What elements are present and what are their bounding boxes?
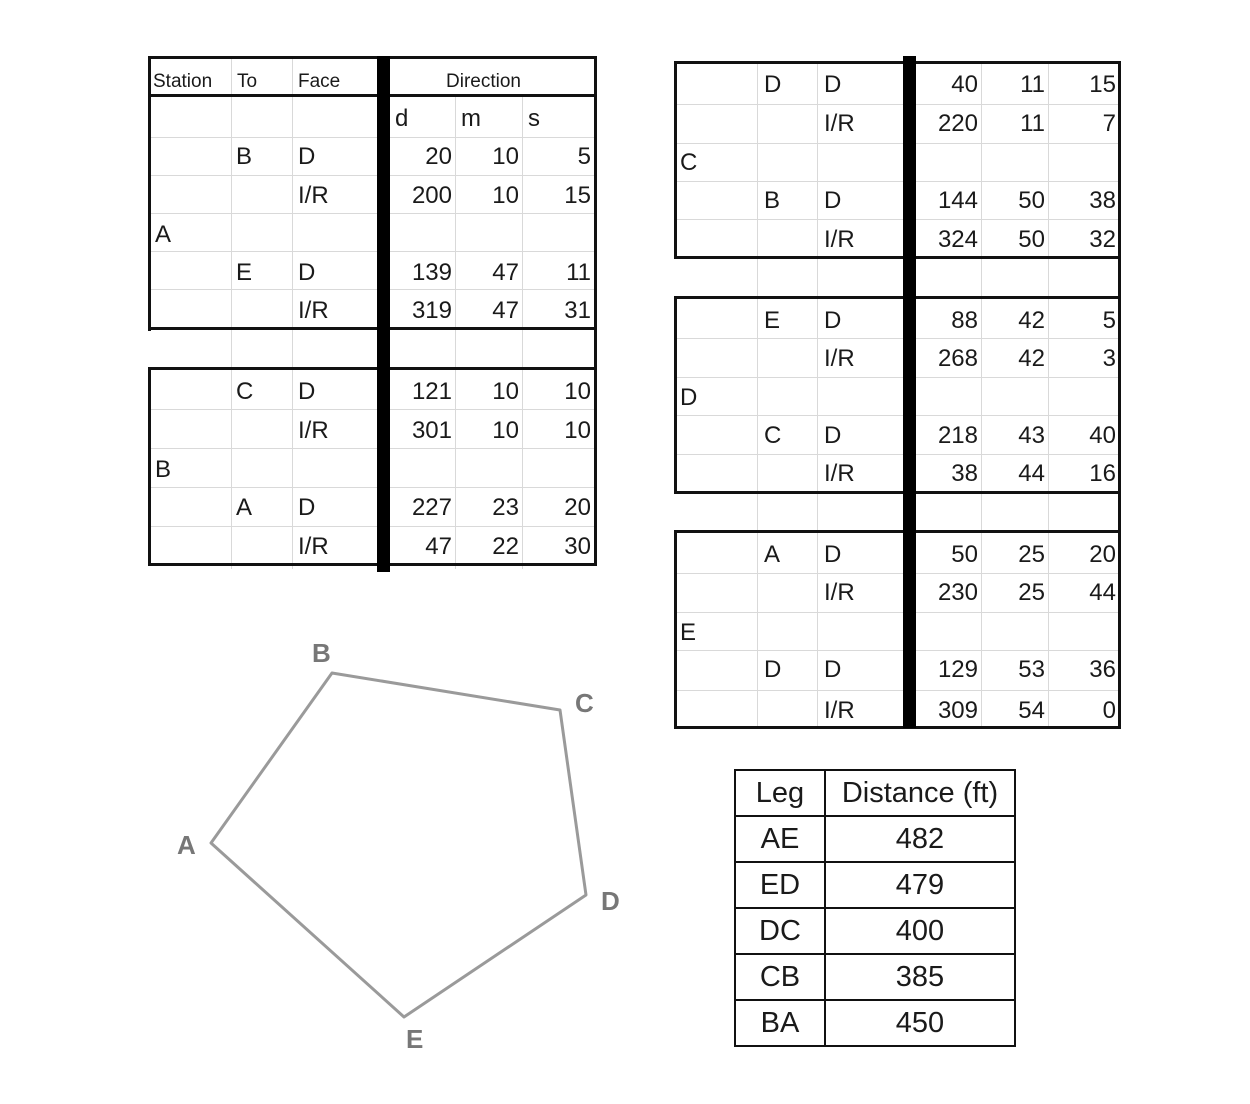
sec-cell: 0 — [1102, 697, 1116, 724]
face-cell: I/R — [824, 226, 855, 253]
deg-cell: 121 — [411, 378, 452, 405]
face-cell: D — [298, 378, 316, 405]
face-cell: I/R — [298, 533, 329, 560]
leg-cell: AE — [735, 816, 825, 862]
face-cell: I/R — [298, 297, 329, 324]
distance-cell: 479 — [825, 862, 1015, 908]
min-cell: 10 — [492, 143, 519, 170]
face-cell: I/R — [824, 697, 855, 724]
vertex-label-e: E — [406, 1024, 424, 1054]
station-label: B — [155, 456, 172, 483]
distance-cell: 385 — [825, 954, 1015, 1000]
min-cell: 10 — [492, 417, 519, 444]
to-cell: E — [236, 259, 253, 286]
subheader-seconds: s — [528, 105, 540, 132]
sec-cell: 30 — [564, 533, 591, 560]
deg-cell: 301 — [411, 417, 452, 444]
face-cell: I/R — [824, 579, 855, 606]
to-cell: C — [236, 378, 254, 405]
table-row — [735, 816, 1015, 862]
sec-cell: 32 — [1089, 226, 1116, 253]
deg-cell: 129 — [937, 656, 978, 683]
face-cell: D — [824, 541, 842, 568]
face-cell: I/R — [824, 345, 855, 372]
face-cell: D — [298, 259, 316, 286]
vertex-label-b: B — [312, 638, 331, 668]
header-distance: Distance (ft) — [825, 770, 1015, 816]
vertex-label-a: A — [177, 830, 196, 860]
deg-cell: 20 — [425, 143, 452, 170]
min-cell: 47 — [492, 259, 519, 286]
sec-cell: 5 — [577, 143, 591, 170]
sec-cell: 11 — [566, 259, 591, 286]
table-row — [735, 908, 1015, 954]
face-cell: D — [824, 307, 842, 334]
vertex-label-d: D — [601, 886, 620, 916]
distance-cell: 482 — [825, 816, 1015, 862]
header-face: Face — [298, 71, 341, 92]
distance-cell: 400 — [825, 908, 1015, 954]
face-cell: D — [824, 71, 842, 98]
deg-cell: 218 — [937, 422, 978, 449]
sec-cell: 40 — [1089, 422, 1116, 449]
min-cell: 50 — [1018, 226, 1045, 253]
sec-cell: 44 — [1089, 579, 1116, 606]
station-label: E — [680, 619, 697, 646]
vertex-label-c: C — [575, 688, 594, 718]
deg-cell: 40 — [951, 71, 978, 98]
deg-cell: 220 — [937, 110, 978, 137]
deg-cell: 230 — [937, 579, 978, 606]
station-label: C — [680, 149, 698, 176]
face-cell: I/R — [824, 460, 855, 487]
leg-cell: DC — [735, 908, 825, 954]
leg-cell: CB — [735, 954, 825, 1000]
deg-cell: 319 — [411, 297, 452, 324]
min-cell: 10 — [492, 378, 519, 405]
subheader-degrees: d — [395, 105, 409, 132]
sec-cell: 7 — [1102, 110, 1116, 137]
header-station: Station — [153, 71, 213, 92]
deg-cell: 309 — [937, 697, 978, 724]
subheader-minutes: m — [461, 105, 481, 132]
min-cell: 25 — [1018, 579, 1045, 606]
sec-cell: 3 — [1102, 345, 1116, 372]
sec-cell: 15 — [1089, 71, 1116, 98]
sec-cell: 10 — [564, 417, 591, 444]
table-row — [735, 954, 1015, 1000]
min-cell: 11 — [1020, 110, 1045, 137]
face-cell: D — [298, 143, 316, 170]
sec-cell: 10 — [564, 378, 591, 405]
min-cell: 47 — [492, 297, 519, 324]
header-direction: Direction — [446, 71, 521, 92]
deg-cell: 38 — [951, 460, 978, 487]
min-cell: 53 — [1018, 656, 1045, 683]
sec-cell: 20 — [564, 494, 591, 521]
table-row — [735, 1000, 1015, 1046]
face-cell: I/R — [824, 110, 855, 137]
min-cell: 23 — [492, 494, 519, 521]
face-cell: D — [298, 494, 316, 521]
min-cell: 22 — [492, 533, 519, 560]
to-cell: E — [764, 307, 781, 334]
min-cell: 25 — [1018, 541, 1045, 568]
sec-cell: 38 — [1089, 187, 1116, 214]
deg-cell: 324 — [937, 226, 978, 253]
face-cell: I/R — [298, 182, 329, 209]
station-label: A — [155, 221, 172, 248]
deg-cell: 139 — [411, 259, 452, 286]
leg-distance-table — [734, 769, 1016, 1047]
sec-cell: 36 — [1089, 656, 1116, 683]
face-cell: D — [824, 422, 842, 449]
min-cell: 44 — [1018, 460, 1045, 487]
deg-cell: 50 — [951, 541, 978, 568]
header-leg: Leg — [735, 770, 825, 816]
deg-cell: 47 — [425, 533, 452, 560]
deg-cell: 268 — [937, 345, 978, 372]
table-row — [735, 862, 1015, 908]
deg-cell: 88 — [951, 307, 978, 334]
min-cell: 11 — [1020, 71, 1045, 98]
to-cell: B — [236, 143, 253, 170]
sec-cell: 15 — [564, 182, 591, 209]
min-cell: 43 — [1018, 422, 1045, 449]
to-cell: D — [764, 71, 782, 98]
sec-cell: 31 — [564, 297, 591, 324]
min-cell: 10 — [492, 182, 519, 209]
to-cell: B — [764, 187, 781, 214]
face-cell: I/R — [298, 417, 329, 444]
min-cell: 42 — [1018, 307, 1045, 334]
to-cell: C — [764, 422, 782, 449]
min-cell: 42 — [1018, 345, 1045, 372]
station-label: D — [680, 384, 698, 411]
deg-cell: 227 — [411, 494, 452, 521]
face-cell: D — [824, 656, 842, 683]
sec-cell: 5 — [1102, 307, 1116, 334]
deg-cell: 144 — [937, 187, 978, 214]
sec-cell: 16 — [1089, 460, 1116, 487]
deg-cell: 200 — [411, 182, 452, 209]
to-cell: A — [236, 494, 253, 521]
table-header-row — [735, 770, 1015, 816]
to-cell: A — [764, 541, 781, 568]
to-cell: D — [764, 656, 782, 683]
sec-cell: 20 — [1089, 541, 1116, 568]
distance-cell: 450 — [825, 1000, 1015, 1046]
header-to: To — [237, 71, 258, 92]
face-cell: D — [824, 187, 842, 214]
traverse-polygon — [211, 673, 586, 1017]
leg-cell: ED — [735, 862, 825, 908]
min-cell: 50 — [1018, 187, 1045, 214]
leg-cell: BA — [735, 1000, 825, 1046]
min-cell: 54 — [1018, 697, 1045, 724]
